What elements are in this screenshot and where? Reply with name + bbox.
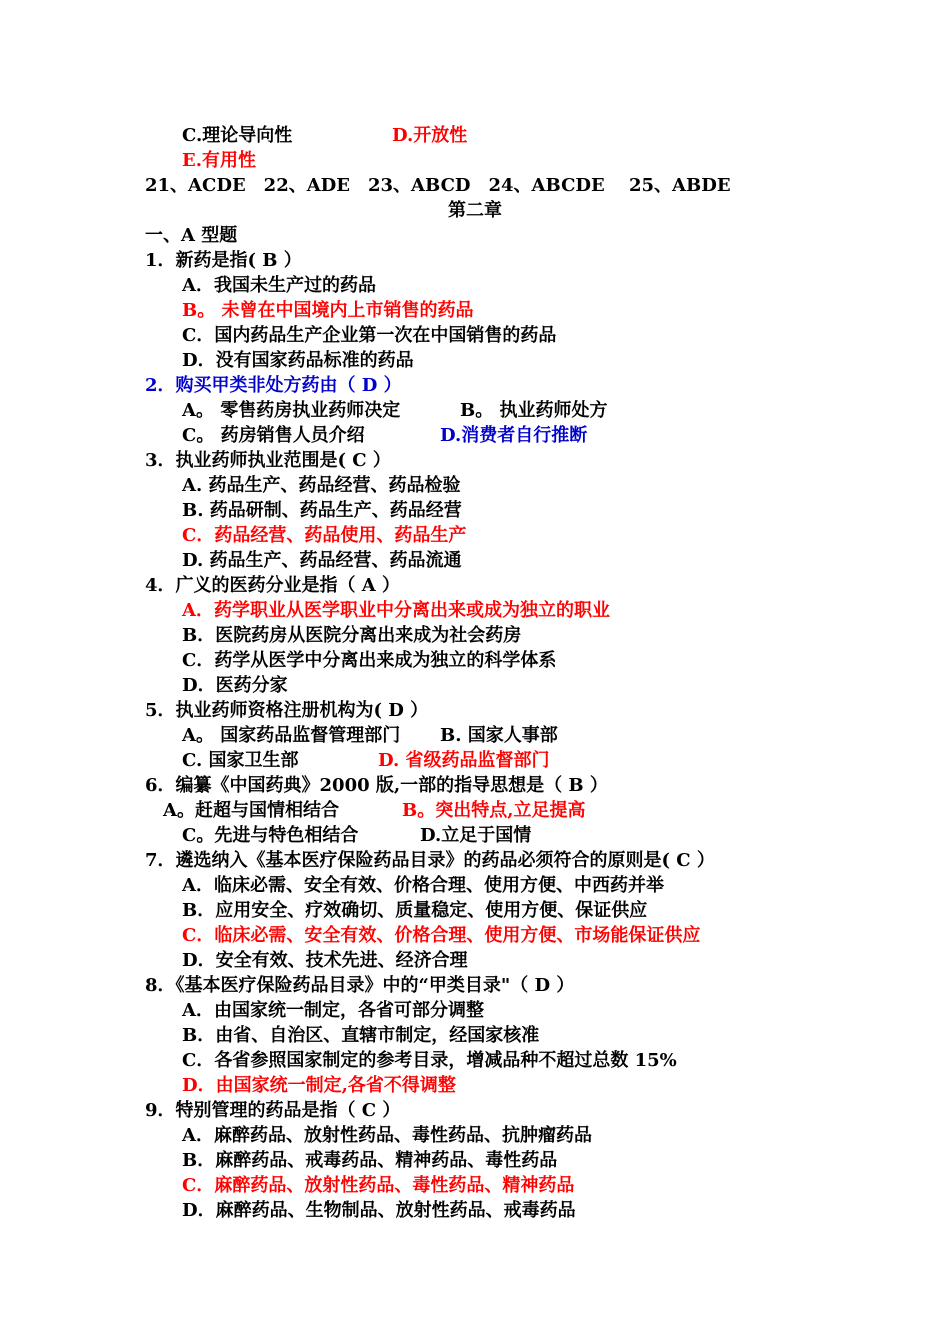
q9-option-c-answer: C．麻醉药品、放射性药品、毒性药品、精神药品 (182, 1175, 575, 1196)
q4-option-c: C．药学从医学中分离出来成为独立的科学体系 (182, 650, 557, 671)
q5-option-c: C. 国家卫生部 (182, 750, 299, 771)
q7-option-a: A．临床必需、安全有效、价格合理、使用方便、中西药并举 (182, 875, 664, 896)
q2-option-d-answer: D.消费者自行推断 (440, 425, 588, 446)
chapter-title: 第二章 (448, 200, 502, 221)
q8-option-c: C．各省参照国家制定的参考目录，增减品种不超过总数 15% (182, 1050, 677, 1071)
q7-option-b: B．应用安全、疗效确切、质量稳定、使用方便、保证供应 (182, 900, 648, 921)
option-prev-d-answer: D.开放性 (392, 125, 468, 146)
q4-option-b: B．医院药房从医院分离出来成为社会药房 (182, 625, 522, 646)
q8-option-a: A．由国家统一制定，各省可部分调整 (182, 1000, 484, 1021)
q7-option-c-answer: C．临床必需、安全有效、价格合理、使用方便、市场能保证供应 (182, 925, 701, 946)
question-2: 2．购买甲类非处方药由（ D ） (145, 375, 402, 396)
q3-option-b: B. 药品研制、药品生产、药品经营 (182, 500, 462, 521)
q5-option-d-answer: D. 省级药品监督部门 (378, 750, 550, 771)
q6-option-d: D.立足于国情 (420, 825, 532, 846)
answer-key-21-25: 21、ACDE 22、ADE 23、ABCD 24、ABCDE 25、ABDE (145, 175, 731, 196)
q6-option-c: C。先进与特色相结合 (182, 825, 359, 846)
q9-option-b: B．麻醉药品、戒毒药品、精神药品、毒性药品 (182, 1150, 558, 1171)
q8-option-d-answer: D．由国家统一制定,各省不得调整 (182, 1075, 456, 1096)
q9-option-a: A．麻醉药品、放射性药品、毒性药品、抗肿瘤药品 (182, 1125, 592, 1146)
question-5: 5．执业药师资格注册机构为( D ） (145, 700, 429, 721)
q2-option-b: B。 执业药师处方 (460, 400, 608, 421)
question-8: 8．《基本医疗保险药品目录》中的“甲类目录"（ D ） (145, 975, 575, 996)
q1-option-d: D．没有国家药品标准的药品 (182, 350, 414, 371)
question-4: 4．广义的医药分业是指（ A ） (145, 575, 401, 596)
q3-option-a: A. 药品生产、药品经营、药品检验 (182, 475, 461, 496)
q1-option-a: A．我国未生产过的药品 (182, 275, 376, 296)
section-heading: 一、A 型题 (145, 225, 238, 246)
q4-option-a-answer: A．药学职业从医学职业中分离出来或成为独立的职业 (182, 600, 610, 621)
option-prev-c: C.理论导向性 (182, 125, 293, 146)
question-7: 7．遴选纳入《基本医疗保险药品目录》的药品必须符合的原则是( C ） (145, 850, 715, 871)
q6-option-b-answer: B。突出特点,立足提高 (402, 800, 586, 821)
q6-option-a: A。赶超与国情相结合 (163, 800, 339, 821)
q1-option-b-answer: B。 未曾在中国境内上市销售的药品 (182, 300, 474, 321)
q2-option-c: C。 药房销售人员介绍 (182, 425, 365, 446)
q9-option-d: D．麻醉药品、生物制品、放射性药品、戒毒药品 (182, 1200, 576, 1221)
question-9: 9．特别管理的药品是指（ C ） (145, 1100, 401, 1121)
q7-option-d: D．安全有效、技术先进、经济合理 (182, 950, 468, 971)
q2-option-a: A。 零售药房执业药师决定 (182, 400, 401, 421)
q3-option-d: D. 药品生产、药品经营、药品流通 (182, 550, 462, 571)
q3-option-c-answer: C．药品经营、药品使用、药品生产 (182, 525, 467, 546)
q5-option-a: A。 国家药品监督管理部门 (182, 725, 401, 746)
option-prev-e-answer: E.有用性 (182, 150, 256, 171)
q4-option-d: D．医药分家 (182, 675, 288, 696)
question-1: 1．新药是指( B ） (145, 250, 302, 271)
q1-option-c: C．国内药品生产企业第一次在中国销售的药品 (182, 325, 557, 346)
question-3: 3．执业药师执业范围是( C ） (145, 450, 391, 471)
question-6: 6．编纂《中国药典》2000 版,一部的指导思想是（ B ） (145, 775, 608, 796)
q5-option-b: B. 国家人事部 (440, 725, 558, 746)
q8-option-b: B．由省、自治区、直辖市制定，经国家核准 (182, 1025, 540, 1046)
